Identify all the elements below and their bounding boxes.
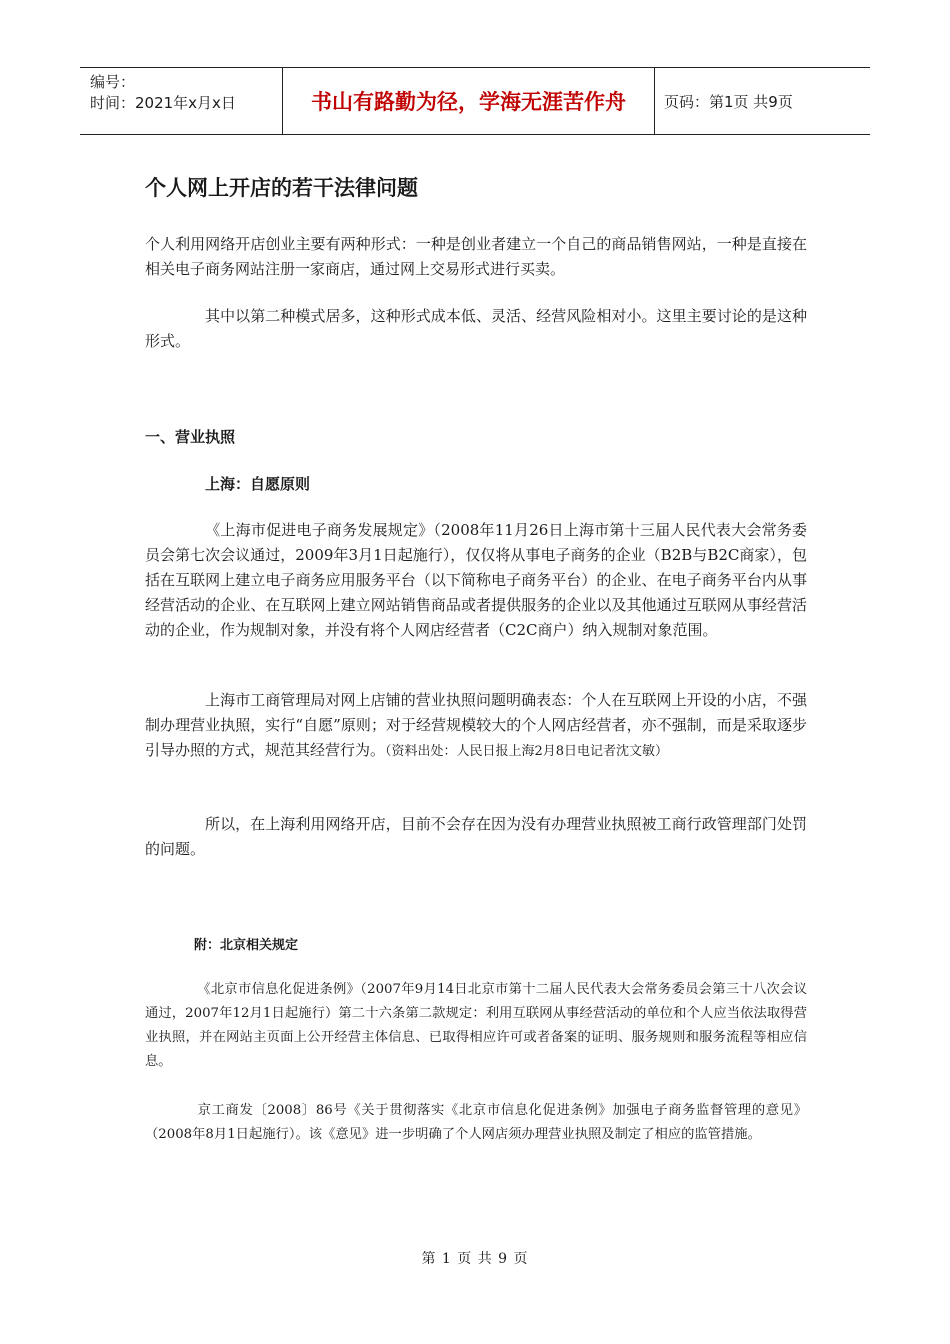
beijing-paragraph-2: 京工商发〔2008〕86号《关于贯彻落实《北京市信息化促进条例》加强电子商务监督管理的意见》（2008年8月1日起施行）。该《意见》进一步明确了个人网店须办理营业执照及制定了相应的监管措施。 [145, 1103, 807, 1142]
subheading-shanghai: 上海：自愿原则 [205, 475, 311, 493]
header-page-info: 页码：第1页 共9页 [664, 92, 793, 111]
page-footer: 第 1 页 共 9 页 [421, 1251, 529, 1267]
shanghai-paragraph-2: 上海市工商管理局对网上店铺的营业执照问题明确表态：个人在互联网上开设的小店，不强制办理营业执照，实行“自愿”原则；对于经营规模较大的个人网店经营者，亦不强制，而是采取逐步引导办照的方式，规范其经营行为。（资料出处：人民日报上海2月8日电记者沈文敏） [145, 691, 807, 759]
shanghai-paragraph-1: 《上海市促进电子商务发展规定》（2008年11月26日上海市第十三届人民代表大会常务委员会第七次会议通过，2009年3月1日起施行），仅仅将从事电子商务的企业（B2B与B2C商家），包括在互联网上建立电子商务应用服务平台（以下简称电子商务平台）的企业、在电子商务平台内从事经营活动的企业、在互联网上建立网站销售商品或者提供服务的企业以及其他通过互联网从事经营活动的企业，作为规制对象，并没有将个人网店经营者（C2C商户）纳入规制对象范围。 [145, 521, 807, 639]
shanghai-paragraph-3: 所以，在上海利用网络开店，目前不会存在因为没有办理营业执照被工商行政管理部门处罚的问题。 [145, 815, 807, 858]
intro-paragraph-1: 个人利用网络开店创业主要有两种形式：一种是创业者建立一个自己的商品销售网站，一种是直接在相关电子商务网站注册一家商店，通过网上交易形式进行买卖。 [145, 235, 807, 278]
header-meta [80, 68, 282, 134]
beijing-paragraph-1: 《北京市信息化促进条例》（2007年9月14日北京市第十二届人民代表大会常务委员会第三十八次会议通过，2007年12月1日起施行）第二十六条第二款规定：利用互联网从事经营活动的单位和个人应当依法取得营业执照，并在网站主页面上公开经营主体信息、已取得相应许可或者备案的证明、服务规则和服务流程等相应信息。 [145, 982, 807, 1069]
section-heading-license: 一、营业执照 [145, 428, 236, 446]
document-title: 个人网上开店的若干法律问题 [145, 176, 418, 200]
header-motto: 书山有路勤为径，学海无涯苦作舟 [282, 68, 655, 134]
page-header [80, 67, 870, 135]
appendix-heading: 附：北京相关规定 [194, 938, 299, 953]
time-label: 时间：2021年x月x日 [90, 94, 236, 112]
source-note: （资料出处：人民日报上海2月8日电记者沈文敏） [385, 744, 669, 759]
intro-paragraph-2: 其中以第二种模式居多，这种形式成本低、灵活、经营风险相对小。这里主要讨论的是这种形式。 [145, 307, 807, 350]
number-label: 编号： [90, 73, 136, 91]
